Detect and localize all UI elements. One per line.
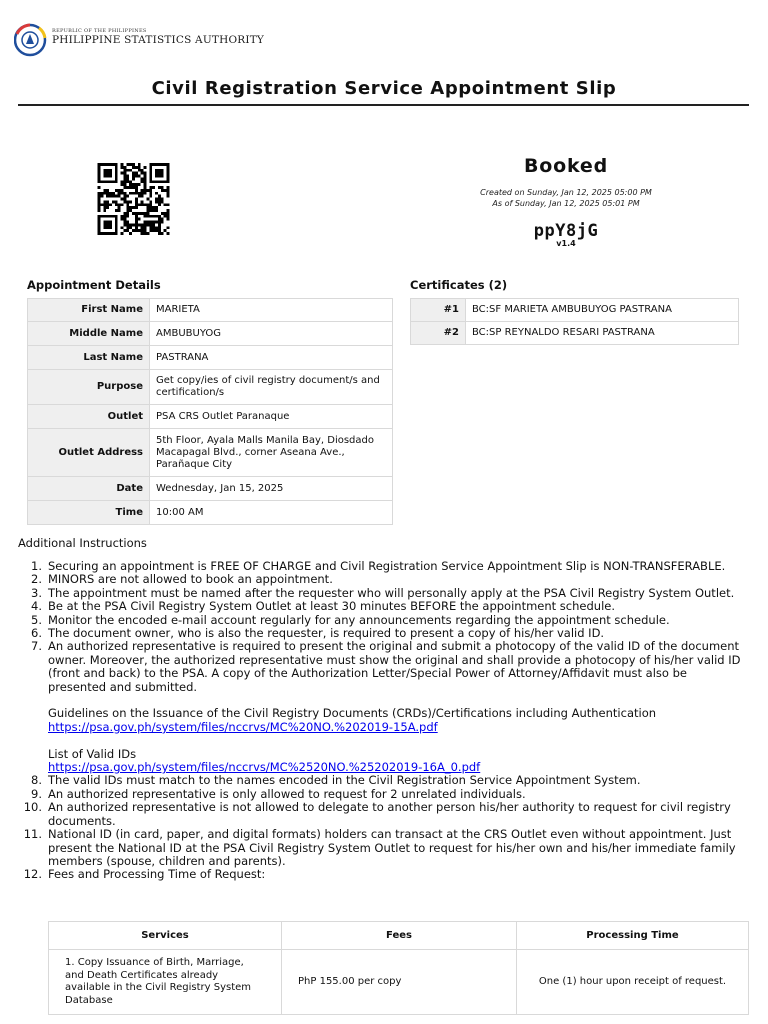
as-of-timestamp: As of Sunday, Jan 12, 2025 05:01 PM — [492, 199, 640, 208]
field-label: Purpose — [28, 370, 150, 405]
field-label: Middle Name — [28, 322, 150, 346]
field-value: MARIETA — [150, 299, 393, 322]
certificate-value: BC:SF MARIETA AMBUBUYOG PASTRANA — [466, 299, 739, 322]
table-row — [28, 501, 393, 525]
table-row — [28, 429, 393, 477]
list-item: 9. An authorized representative is only allowed to request for 2 unrelated individuals. — [31, 786, 526, 801]
table-row — [28, 322, 393, 346]
guidelines-label: Guidelines on the Issuance of the Civil Registry Documents (CRDs)/Certifications including Authentication — [48, 706, 657, 721]
table-row — [28, 346, 393, 370]
list-item: 11. National ID (in card, paper, and digital formats) holders can transact at the CRS Outlet even without appointment. Just present the National ID at the PSA Civil Registry System Outlet to request for his/her own and his/her immediate family members (spouse, children and parents). — [23, 827, 736, 868]
column-header: Fees — [282, 922, 517, 950]
field-value: Wednesday, Jan 15, 2025 — [150, 477, 393, 501]
list-item: 7. An authorized representative is required to present the original and submit a photocopy of the valid ID of the document owner. Moreover, the authorized representative must show the original and shall provide a photocopy of his/her valid ID (front and back) to the PSA. A copy of the Authorization Letter/Special Power of Attorney/Affidavit must also be presented and submitted. Guidelines on the Issuance of the Civil Registry Documents (CRDs)/Certifications including Authentication https://psa.gov.ph/system/files/nccrvs/MC%20NO.%202019-15A.pdf List of Valid IDs https://psa.gov.ph/system/files/nccrvs/MC%2520NO.%25202019-16A_0.pdf — [48, 640, 748, 774]
table-row — [49, 950, 749, 1015]
created-timestamp: Created on Sunday, Jan 12, 2025 05:00 PM — [480, 188, 652, 197]
list-item: 8. The valid IDs must match to the names encoded in the Civil Registration Service Appointment System. — [31, 773, 641, 788]
field-label: Last Name — [28, 346, 150, 370]
table-row — [28, 370, 393, 405]
list-item: 3. The appointment must be named after the requester who will personally apply at the PSA Civil Registry System Outlet. — [31, 585, 735, 600]
table-row — [411, 322, 739, 345]
fee-cell: PhP 155.00 per copy — [282, 950, 517, 1015]
booking-status: Booked — [523, 155, 608, 177]
list-item: 2. MINORS are not allowed to book an appointment. — [31, 572, 333, 587]
certificate-number: #2 — [411, 322, 466, 345]
field-label: First Name — [28, 299, 150, 322]
table-row — [28, 477, 393, 501]
column-header: Processing Time — [517, 922, 749, 950]
column-header: Services — [49, 922, 282, 950]
psa-seal-icon — [14, 18, 48, 62]
certificates-table — [410, 298, 739, 345]
processing-time-cell: One (1) hour upon receipt of request. — [517, 950, 749, 1015]
qr-code — [95, 163, 172, 235]
valid-ids-link[interactable]: https://psa.gov.ph/system/files/nccrvs/MC%2520NO.%25202019-16A_0.pdf — [48, 760, 481, 775]
table-row — [28, 299, 393, 322]
appointment-details-table — [27, 298, 393, 525]
instructions-list — [23, 559, 748, 882]
table-row — [411, 299, 739, 322]
field-value: 10:00 AM — [150, 501, 393, 525]
logo-line1: REPUBLIC OF THE PHILIPPINES — [52, 28, 147, 34]
certificates-heading: Certificates (2) — [410, 278, 508, 292]
list-item: 5. Monitor the encoded e-mail account regularly for any announcements regarding the appointment schedule. — [31, 612, 670, 627]
logo-line2: PHILIPPINE STATISTICS AUTHORITY — [52, 34, 265, 46]
psa-logo — [14, 18, 265, 62]
additional-instructions-heading: Additional Instructions — [18, 536, 147, 550]
field-label: Date — [28, 477, 150, 501]
reference-code: ppY8jG — [533, 221, 599, 241]
field-value: AMBUBUYOG — [150, 322, 393, 346]
version-label: v1.4 — [556, 239, 576, 248]
list-item: 10. An authorized representative is not allowed to delegate to another person his/her authority to request for civil registry documents. — [23, 800, 731, 828]
table-row — [28, 405, 393, 429]
certificate-number: #1 — [411, 299, 466, 322]
field-value: PSA CRS Outlet Paranaque — [150, 405, 393, 429]
list-item: 4. Be at the PSA Civil Registry System Outlet at least 30 minutes BEFORE the appointment schedule. — [31, 599, 616, 614]
field-value: PASTRANA — [150, 346, 393, 370]
field-label: Outlet — [28, 405, 150, 429]
page-title: Civil Registration Service Appointment Slip — [151, 78, 617, 99]
service-cell: 1. Copy Issuance of Birth, Marriage, and Death Certificates already available in the Civil Registry System Database — [49, 950, 282, 1015]
guidelines-link[interactable]: https://psa.gov.ph/system/files/nccrvs/MC%20NO.%202019-15A.pdf — [48, 719, 438, 734]
certificate-value: BC:SP REYNALDO RESARI PASTRANA — [466, 322, 739, 345]
fees-table — [48, 921, 749, 1015]
title-divider — [18, 104, 749, 106]
table-header-row — [49, 922, 749, 950]
list-item: 1. Securing an appointment is FREE OF CHARGE and Civil Registration Service Appointment Slip is NON-TRANSFERABLE. — [31, 559, 726, 573]
appointment-details-heading: Appointment Details — [27, 278, 161, 292]
valid-ids-label: List of Valid IDs — [48, 746, 137, 761]
list-item: 6. The document owner, who is also the requester, is required to present a copy of his/her valid ID. — [31, 626, 605, 641]
field-value: Get copy/ies of civil registry document/s and certification/s — [150, 370, 393, 405]
field-label: Outlet Address — [28, 429, 150, 477]
field-value: 5th Floor, Ayala Malls Manila Bay, Diosdado Macapagal Blvd., corner Aseana Ave., Parañaque City — [150, 429, 393, 477]
field-label: Time — [28, 501, 150, 525]
list-item: 12. Fees and Processing Time of Request: — [23, 867, 266, 882]
